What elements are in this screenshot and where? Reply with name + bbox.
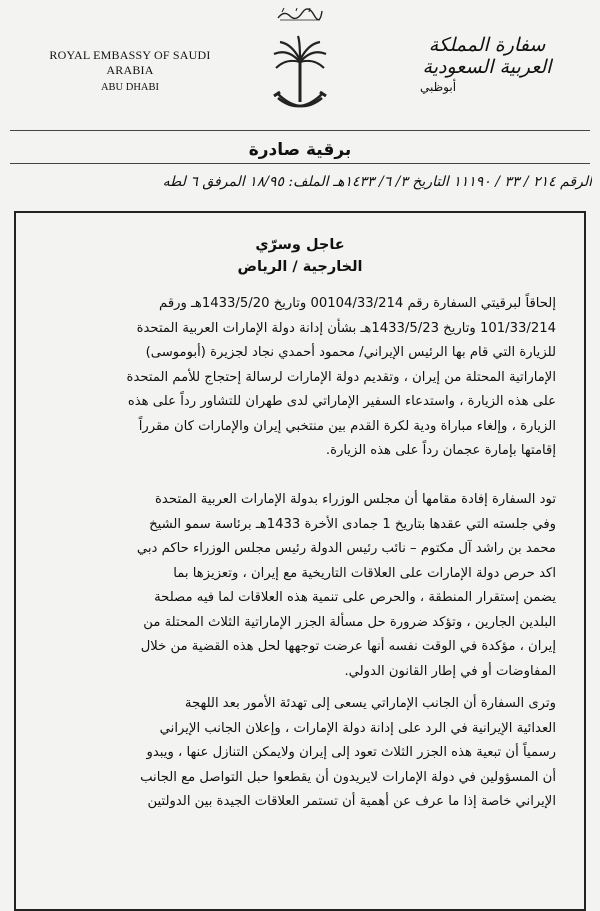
text-line: إيران ، مؤكدة في الوقت نفسه أنها عرضت توجهها لحل هذه القضية من خلال <box>140 639 556 654</box>
text-line: الإيراني خاصة إذا ما عرف عن أهمية أن تستمر العلاقات الجيدة بين الدولتين <box>147 794 556 809</box>
document-type-title: برقية صادرة <box>248 140 352 160</box>
text-line: وفي جلسته التي عقدها بتاريخ 1 جمادى الأخرة 1433هـ برئاسة سمو الشيخ <box>149 516 556 532</box>
paragraph-3 <box>44 692 556 815</box>
paragraph-2 <box>44 488 556 684</box>
embassy-name-en: ROYAL EMBASSY OF SAUDI ARABIA <box>49 48 211 77</box>
text-line: تود السفارة إفادة مقامها أن مجلس الوزراء بدولة الإمارات العربية المتحدة <box>154 492 556 507</box>
text-line: الزيارة ، وإلغاء مباراة ودية لكرة القدم بين منتخبي إيران والإمارات كان مقرراً <box>138 418 556 434</box>
text-line: للزيارة التي قام بها الرئيس الإيراني/ محمود أحمدي نجاد لجزيرة (أبوموسى) <box>145 345 556 360</box>
text-line: البلدين الجارين ، وتؤكد ضرورة حل مسألة الجزر الإماراتية الثلاث المحتلة من <box>143 614 556 630</box>
top-divider <box>10 130 590 131</box>
text-line: الإماراتية المحتلة من إيران ، وتقديم دولة الإمارات لرسالة إحتجاج للأمم المتحدة <box>126 369 556 385</box>
letterhead-english <box>40 48 220 93</box>
text-line: 101/33/214 وتاريخ 1433/5/23هـ بشأن إدانة دولة الإمارات العربية المتحدة <box>136 320 556 336</box>
text-line: العدائية الإيرانية في الرد على إدانة دولة الإمارات ، وإعلان الجانب الإيراني <box>159 720 556 736</box>
embassy-name-ar: سفارة المملكة العربية السعودية <box>422 34 552 78</box>
city-name-en: ABU DHABI <box>100 82 160 93</box>
addressee-label: الخارجية / الرياض <box>237 259 363 275</box>
text-line: على هذه الزيارة ، واستدعاء السفير الإماراتي لدى طهران للتشاور رداً على هذه <box>127 394 556 409</box>
text-line: اكد حرص دولة الإمارات على العلاقات التاريخية مع إيران ، وتعزيزها بما <box>173 565 556 581</box>
paragraph-1 <box>44 292 556 464</box>
saudi-emblem-palm-swords-icon <box>270 32 330 122</box>
letterhead-arabic <box>402 34 572 94</box>
text-line: وترى السفارة أن الجانب الإماراتي يسعى إلى تهدئة الأمور بعد اللهجة <box>184 696 556 711</box>
city-name-ar: أبوظبي <box>420 80 457 94</box>
text-line: محمد بن راشد آل مكتوم – نائب رئيس الدولة رئيس مجلس الوزراء حاكم دبي <box>136 541 556 556</box>
text-line: أن المسؤولين في دولة الإمارات لايريدون أن يقطعوا حبل التواصل مع الجانب <box>140 769 556 785</box>
cable-heading <box>0 234 600 278</box>
classification-label: عاجل وسرّي <box>255 237 345 253</box>
text-line: إلحاقاً لبرقيتي السفارة رقم 00104/33/214 وتاريخ 1433/5/20هـ ورقم <box>159 296 556 311</box>
title-divider <box>10 163 590 164</box>
text-line: رسمياً أن تبعية هذه الجزر الثلاث تعود إلى إيران ولايمكن التنازل عنها ، ويبدو <box>146 745 556 760</box>
text-line: يضمن إستقرار المنطقة ، والحرص على تنمية هذه العلاقات لما فيه مصلحة <box>154 590 556 605</box>
basmala-calligraphy <box>276 6 324 22</box>
text-line: المفاوضات أو في إطار القانون الدولي. <box>344 663 556 679</box>
text-line: إقامتها بإمارة عجمان رداً على هذه الزيارة. <box>325 443 556 458</box>
reference-line: الرقم ٢١٤ / ٣٣ / ١١١٩٠ التاريخ ٣/ ٦/ ١٤٣٣هـ الملف: ١٨/٩٥ المرفق ٦ لطه <box>162 174 592 190</box>
